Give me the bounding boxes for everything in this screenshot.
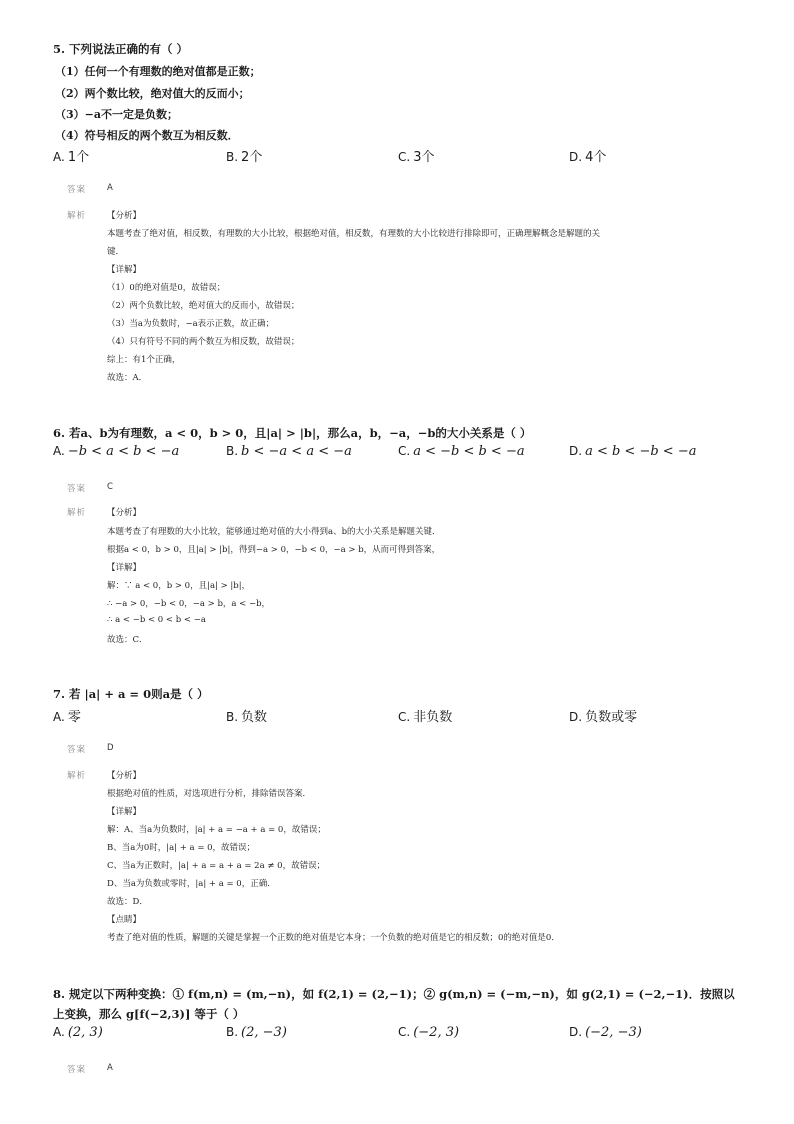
analysis-line: 本题考查了有理数的大小比较，能够通过绝对值的大小得到a、b的大小关系是解题关键．: [107, 527, 441, 537]
option-b[interactable]: B. 负数: [226, 710, 268, 725]
analysis-line: ∴ a < −b < 0 < b < −a: [107, 615, 206, 625]
option-a[interactable]: A. 1个: [53, 150, 90, 165]
option-c[interactable]: C. 非负数: [398, 710, 453, 725]
option-a[interactable]: A. (2, 3): [53, 1025, 103, 1040]
analysis-line: 故选：A．: [107, 373, 148, 383]
question-5-statement-2: （2）两个数比较，绝对值大的反而小；: [55, 87, 250, 100]
question-5-options: [53, 146, 753, 164]
option-d[interactable]: D. (−2, −3): [569, 1025, 642, 1040]
analysis-line: 故选：D．: [107, 897, 148, 907]
analysis-line: 故选：C．: [107, 635, 148, 645]
analysis-line: （3）当a为负数时，−a表示正数，故正确；: [107, 319, 275, 329]
question-8-stem-line-2: 上变换，那么 g[f(−2,3)] 等于（ ）: [53, 1007, 245, 1021]
question-7-stem: 7. 若 |a| + a = 0则a是（ ）: [53, 687, 209, 701]
analysis-label: 解析: [67, 508, 87, 518]
analysis-line: 根据a < 0，b > 0，且|a| > |b|，得到−a > 0，−b < 0，−a > b，从而可得到答案，: [107, 545, 441, 555]
analysis-line: 综上：有1个正确，: [107, 355, 181, 365]
analysis-line: 考查了绝对值的性质，解题的关键是掌握一个正数的绝对值是它本身；一个负数的绝对值是它的相反数；0的绝对值是0．: [107, 933, 560, 943]
question-6-options: [53, 444, 753, 462]
answer-value: C: [107, 482, 113, 492]
analysis-line: 【分析】: [107, 771, 142, 781]
analysis-line: （4）只有符号不同的两个数互为相反数，故错误；: [107, 337, 300, 347]
analysis-line: （1）0的绝对值是0，故错误；: [107, 283, 226, 293]
analysis-line: 【分析】: [107, 508, 142, 518]
option-d[interactable]: D. 4个: [569, 150, 607, 165]
analysis-line: 解：∵ a < 0，b > 0，且|a| > |b|，: [107, 581, 251, 591]
analysis-line: 【详解】: [107, 807, 142, 817]
question-5-stem: 5. 下列说法正确的有（ ）: [53, 42, 189, 56]
answer-value: A: [107, 1063, 113, 1073]
question-5-statement-3: （3）−a不一定是负数；: [55, 108, 178, 121]
analysis-line: 【点睛】: [107, 915, 142, 925]
option-c[interactable]: C. (−2, 3): [398, 1025, 460, 1040]
option-d[interactable]: D. a < b < −b < −a: [569, 444, 697, 459]
analysis-line: 【详解】: [107, 265, 142, 275]
analysis-label: 解析: [67, 211, 87, 221]
answer-label: 答案: [67, 484, 87, 494]
option-c[interactable]: C. a < −b < b < −a: [398, 444, 525, 459]
answer-label: 答案: [67, 185, 87, 195]
answer-label: 答案: [67, 1065, 87, 1075]
analysis-line: D、当a为负数或零时，|a| + a = 0，正确．: [107, 879, 276, 889]
analysis-line: （2）两个负数比较，绝对值大的反而小，故错误；: [107, 301, 300, 311]
answer-label: 答案: [67, 745, 87, 755]
analysis-line: 【详解】: [107, 563, 142, 573]
answer-value: D: [107, 743, 114, 753]
question-8-stem-line-1: 8. 规定以下两种变换：① f(m,n) = (m,−n)，如 f(2,1) = (2,−1)；② g(m,n) = (−m,−n)，如 g(2,1) = (−2,−1)．按照以: [53, 987, 735, 1001]
analysis-line: C、当a为正数时，|a| + a = a + a = 2a ≠ 0，故错误；: [107, 861, 326, 871]
analysis-label: 解析: [67, 771, 87, 781]
option-a[interactable]: A. −b < a < b < −a: [53, 444, 180, 459]
question-5-statement-1: （1）任何一个有理数的绝对值都是正数；: [55, 65, 261, 78]
question-8-options: [53, 1025, 753, 1043]
question-6-stem: 6. 若a、b为有理数，a < 0，b > 0，且|a| > |b|，那么a，b，−a，−b的大小关系是（ ）: [53, 426, 532, 440]
option-b[interactable]: B. 2个: [226, 150, 263, 165]
question-5-statement-4: （4）符号相反的两个数互为相反数．: [55, 129, 239, 142]
analysis-line: 解：A、当a为负数时，|a| + a = −a + a = 0，故错误；: [107, 825, 326, 835]
analysis-line: 本题考查了绝对值，相反数，有理数的大小比较，根据绝对值，相反数，有理数的大小比较进行排除即可，正确理解概念是解题的关: [107, 229, 601, 239]
option-a[interactable]: A. 零: [53, 710, 81, 725]
question-7-options: [53, 706, 753, 724]
option-b[interactable]: B. b < −a < a < −a: [226, 444, 352, 459]
analysis-line: 键．: [107, 247, 125, 257]
analysis-line: 根据绝对值的性质，对选项进行分析，排除错误答案．: [107, 789, 312, 799]
option-d[interactable]: D. 负数或零: [569, 710, 638, 725]
analysis-line: ∴ −a > 0，−b < 0，−a > b，a < −b，: [107, 599, 271, 609]
analysis-line: 【分析】: [107, 211, 142, 221]
answer-value: A: [107, 183, 113, 193]
analysis-line: B、当a为0时，|a| + a = 0，故错误；: [107, 843, 256, 853]
option-c[interactable]: C. 3个: [398, 150, 435, 165]
option-b[interactable]: B. (2, −3): [226, 1025, 287, 1040]
